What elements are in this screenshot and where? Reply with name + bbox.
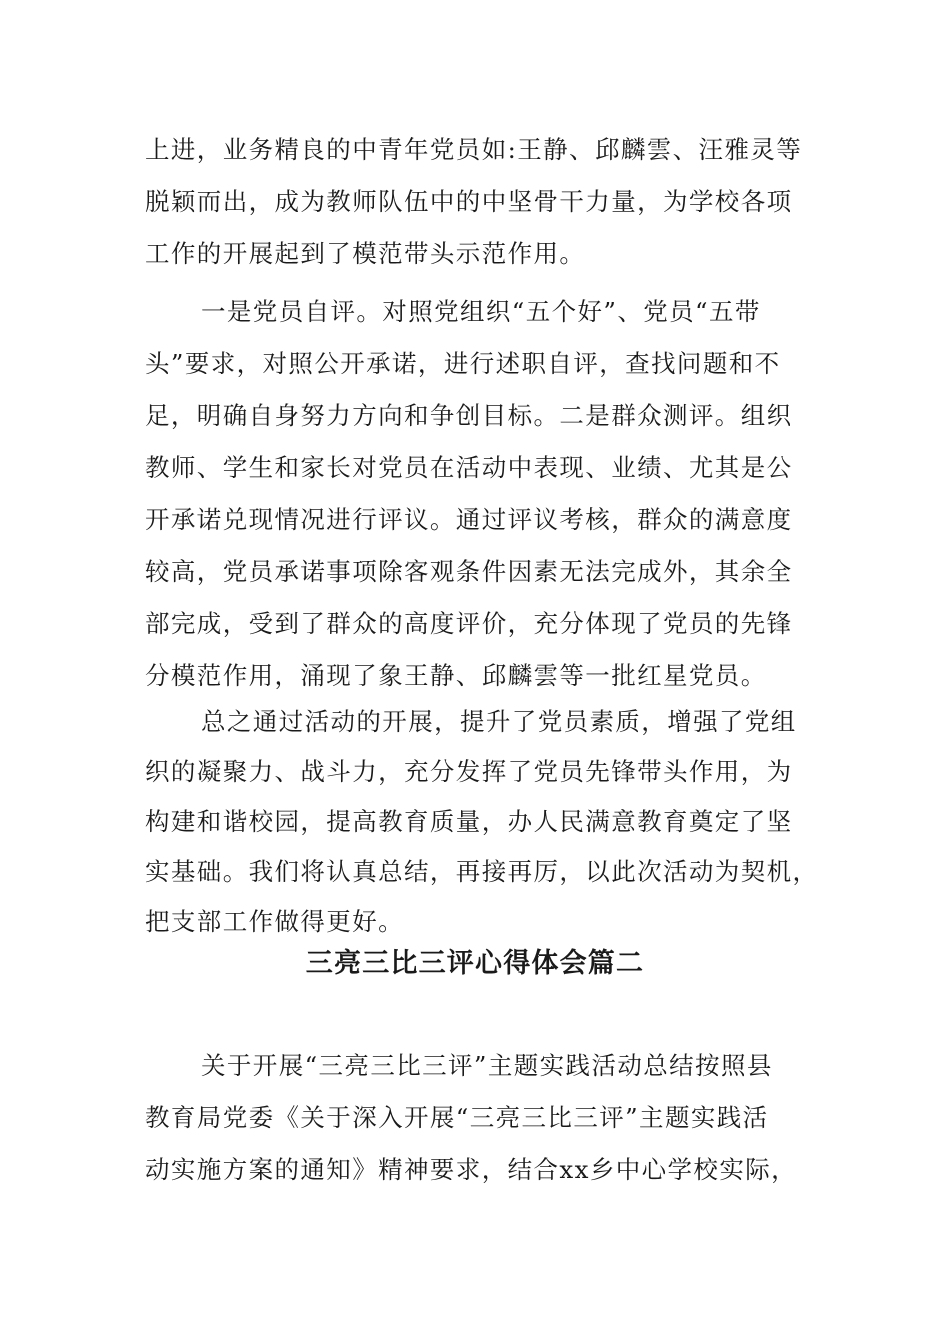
- paragraph-line: 实基础。我们将认真总结，再接再厉，以此次活动为契机，: [145, 857, 819, 886]
- paragraph-line: 织的凝聚力、战斗力，充分发挥了党员先锋带头作用，为: [145, 757, 793, 786]
- paragraph-line: 工作的开展起到了模范带头示范作用。: [145, 239, 586, 268]
- paragraph-line: 上进，业务精良的中青年党员如:王静、邱麟雲、汪雅灵等: [145, 135, 803, 164]
- paragraph-line: 分模范作用，涌现了象王静、邱麟雲等一批红星党员。: [145, 661, 767, 690]
- section-heading: 三亮三比三评心得体会篇二: [305, 948, 645, 979]
- paragraph-line: 教师、学生和家长对党员在活动中表现、业绩、尤其是公: [145, 453, 793, 482]
- paragraph-line: 开承诺兑现情况进行评议。通过评议考核，群众的满意度: [145, 505, 793, 534]
- paragraph-line: 脱颖而出，成为教师队伍中的中坚骨干力量，为学校各项: [145, 187, 793, 216]
- paragraph-line: 头”要求，对照公开承诺，进行述职自评，查找问题和不: [145, 349, 781, 378]
- paragraph-line: 一是党员自评。对照党组织“五个好”、党员“五带: [201, 297, 761, 326]
- paragraph-line: 总之通过活动的开展，提升了党员素质，增强了党组: [201, 707, 797, 736]
- paragraph-line: 把支部工作做得更好。: [145, 907, 404, 936]
- paragraph-line: 较高，党员承诺事项除客观条件因素无法完成外，其余全: [145, 557, 793, 586]
- paragraph-line: 动实施方案的通知》精神要求，结合xx乡中心学校实际，: [145, 1155, 798, 1184]
- paragraph-line: 部完成，受到了群众的高度评价，充分体现了党员的先锋: [145, 609, 793, 638]
- paragraph-line: 构建和谐校园，提高教育质量，办人民满意教育奠定了坚: [145, 807, 793, 836]
- paragraph-line: 关于开展“三亮三比三评”主题实践活动总结按照县: [201, 1051, 773, 1080]
- paragraph-line: 教育局党委《关于深入开展“三亮三比三评”主题实践活: [145, 1103, 769, 1132]
- paragraph-line: 足，明确自身努力方向和争创目标。二是群众测评。组织: [145, 401, 793, 430]
